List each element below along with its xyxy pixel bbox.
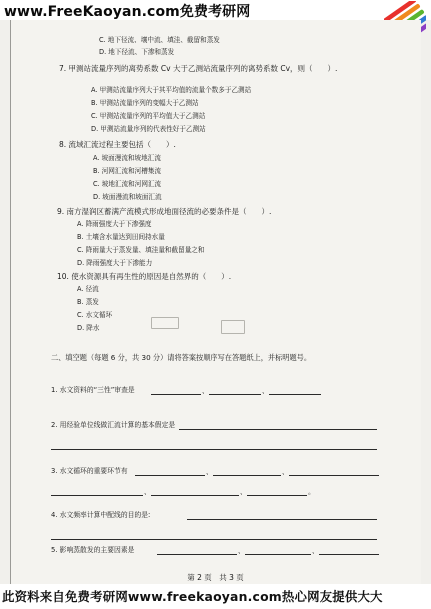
comma-separator: 、 (312, 547, 319, 555)
q6-option-d: D. 地下径流、下渗和蒸发 (99, 48, 175, 56)
answer-blank (213, 475, 281, 476)
answer-blank (51, 449, 377, 450)
answer-blank (187, 519, 377, 520)
q8-option-a: A. 坡面漫流和坡地汇流 (93, 154, 161, 162)
q7-option-d: D. 甲测站流量序列的代表性好于乙测站 (91, 125, 206, 133)
answer-blank (319, 554, 379, 555)
comma-separator: 、 (262, 387, 269, 395)
q10-option-a: A. 径流 (77, 285, 99, 293)
exam-page (10, 20, 421, 586)
q7-stem: 7. 甲测站流量序列的离势系数 Cv 大于乙测站流量序列的离势系数 Cv，则（ ）. (59, 64, 338, 73)
period-separator: 。 (308, 488, 315, 496)
q10-stem: 10. 使水资源具有再生性的原因是自然界的（ ）. (57, 272, 232, 281)
fill-item-2: 2. 用经验单位线做汇流计算的基本假定是 (51, 421, 176, 429)
q6-option-c: C. 地下径流、壤中流、填洼、截留和蒸发 (99, 36, 220, 44)
page-number: 第 2 页 共 3 页 (187, 573, 244, 582)
comma-separator: 、 (144, 488, 151, 496)
q8-stem: 8. 流域汇流过程主要包括（ ）. (59, 140, 176, 149)
q8-option-d: D. 坡面漫流和坡面汇流 (93, 193, 162, 201)
q9-option-d: D. 降雨强度大于下渗能力 (77, 259, 153, 267)
comma-separator: 、 (202, 387, 209, 395)
answer-blank (151, 495, 239, 496)
q9-option-b: B. 土壤含水量达到田间持水量 (77, 233, 165, 241)
q8-option-c: C. 坡地汇流和河网汇流 (93, 180, 162, 188)
q10-option-c: C. 水文循环 (77, 311, 113, 319)
answer-blank (245, 554, 311, 555)
comma-separator: 、 (238, 547, 245, 555)
source-banner-text[interactable]: 此资料来自免费考研网www.freekaoyan.com热心网友提供大大 (2, 589, 383, 604)
q7-option-b: B. 甲测站流量序列的变幅大于乙测站 (91, 99, 199, 107)
q9-stem: 9. 南方湿润区蓄满产流模式形成地面径流的必要条件是（ ）. (57, 207, 272, 216)
q10-option-b: B. 蒸发 (77, 298, 99, 306)
scan-mark (221, 320, 245, 334)
answer-blank (135, 475, 205, 476)
q7-option-c: C. 甲测站流量序列的平均值大于乙测站 (91, 112, 206, 120)
fill-item-3: 3. 水文循环的重要环节有 (51, 467, 128, 475)
answer-blank (179, 429, 377, 430)
scan-mark (151, 317, 179, 329)
q7-option-a: A. 甲测站流量序列大于其平均值的流量个数多于乙测站 (91, 86, 252, 94)
comma-separator: 、 (240, 488, 247, 496)
q9-option-c: C. 降雨量大于蒸发量、填洼量和截留量之和 (77, 246, 205, 254)
comma-separator: 、 (282, 468, 289, 476)
answer-blank (289, 475, 379, 476)
site-header (0, 0, 431, 20)
answer-blank (209, 394, 261, 395)
answer-blank (51, 495, 143, 496)
q8-option-b: B. 河网汇流和河槽集流 (93, 167, 162, 175)
answer-blank (247, 495, 307, 496)
fill-item-1: 1. 水文资料的“三性”审查是 (51, 386, 135, 394)
source-banner (0, 584, 431, 609)
fill-item-4: 4. 水文频率计算中配线的目的是: (51, 511, 151, 519)
answer-blank (157, 554, 237, 555)
site-title[interactable]: www.FreeKaoyan.com免费考研网 (4, 4, 251, 20)
section2-title: 二、填空题（每题 6 分，共 30 分）请将答案按顺序写在答题纸上，并标明题号。 (51, 353, 312, 362)
comma-separator: 、 (206, 468, 213, 476)
answer-blank (51, 539, 377, 540)
answer-blank (269, 394, 321, 395)
answer-blank (151, 394, 201, 395)
q10-option-d: D. 降水 (77, 324, 100, 332)
fill-item-5: 5. 影响蒸散发的主要因素是 (51, 546, 135, 554)
q9-option-a: A. 降雨强度大于下渗强度 (77, 220, 152, 228)
